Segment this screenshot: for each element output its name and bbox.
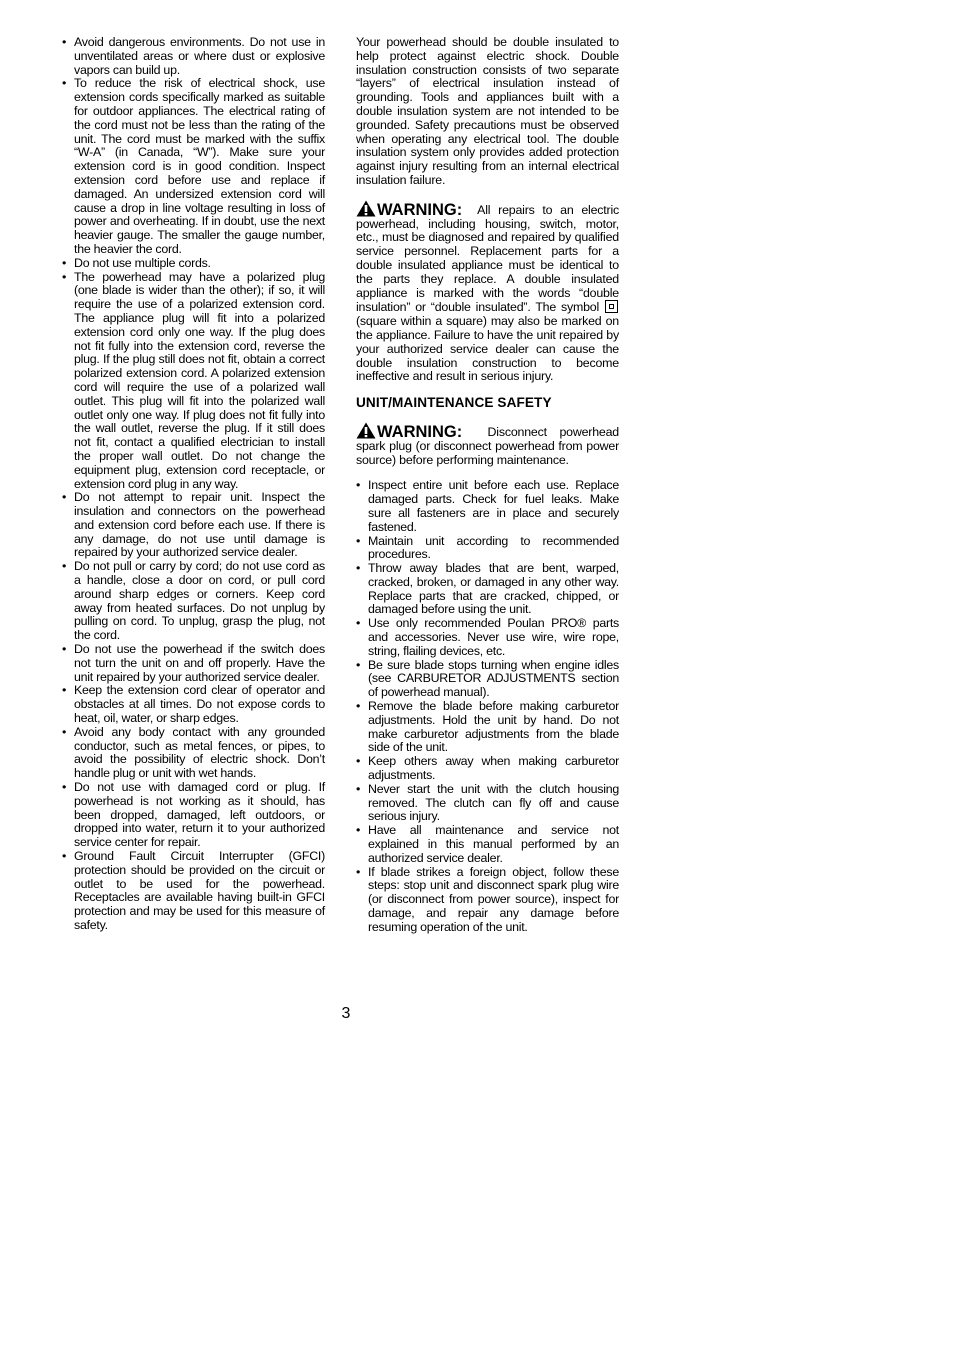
list-item: • Be sure blade stops turning when engine idles (see CARBURETOR ADJUSTMENTS section of powerhead manual).: [356, 659, 619, 700]
double-insulation-paragraph: Your powerhead should be double insulated to help protect against electric shock. Double insulation construction consists of two separate “layers” of electrical insulation instead of grounding. Tools and appliances built with a double insulation system are not intended to be grounded. Safety precautions must be observed when operating any electrical tool. The double insulation system only provides added protection against injury resulting from an internal electrical insulation failure.: [356, 35, 619, 187]
left-column: [62, 36, 325, 933]
repair-warning-text-continued: (square within a square) may also be marked on the appliance. Failure to have the unit repaired by your authorized service dealer can cause the double insulation construction to become ineffective and result in serious injury.: [356, 314, 619, 384]
warning-label: WARNING:: [377, 422, 463, 441]
list-item: • To reduce the risk of electrical shock, use extension cords specifically marked as suitable for outdoor appliances. The electrical rating of the cord must not be less than the rating of the unit. The cord must be marked with the suffix “W-A” (in Canada, “W”). Make sure your extension cord is in good condition. Inspect extension cord before use and replace if damaged. An undersized extension cord will cause a drop in line voltage resulting in loss of power and overheating. If in doubt, use the next heavier gauge. The smaller the gauge number, the heavier the cord.: [62, 77, 325, 256]
list-item: • The powerhead may have a polarized plug (one blade is wider than the other); if so, it will require the use of a polarized extension cord. The appliance plug will fit into a polarized extension cord only one way. If the plug does not fit fully into the extension cord, reverse the plug. If the plug still does not fit, obtain a correct polarized extension cord. A polarized extension cord will require the use of a polarized wall outlet. This plug will fit into the polarized wall outlet only one way. If plug does not fit fully into the wall outlet, reverse the plug. If it still does not fit, contact a qualified electrician to install the proper wall outlet. Do not change the equipment plug, extension cord receptacle, or extension cord plug in any way.: [62, 271, 325, 492]
maintenance-warning-text: Disconnect powerhead spark plug (or disconnect powerhead from power source) before performing maintenance.: [356, 424, 619, 467]
list-item: • Inspect entire unit before each use. Replace damaged parts. Check for fuel leaks. Make sure all fasteners are in place and securely fastened.: [356, 479, 619, 534]
repair-warning: [356, 200, 619, 384]
right-column: [356, 36, 619, 935]
double-insulation-symbol-icon: [605, 300, 618, 313]
list-item: • Avoid any body contact with any grounded conductor, such as metal fences, or pipes, to avoid the possibility of electric shock. Don’t handle plug or unit with wet hands.: [62, 726, 325, 781]
list-item: • Ground Fault Circuit Interrupter (GFCI) protection should be provided on the circuit or outlet to be used for the powerhead. Receptacles are available having built-in GFCI protection and may be used for this measure of safety.: [62, 850, 325, 933]
warning-label: WARNING:: [377, 200, 463, 219]
list-item: • Do not pull or carry by cord; do not use cord as a handle, close a door on cord, or pull cord around sharp edges or corners. Keep cord away from heated surfaces. Do not unplug by pulling on cord. To unplug, grasp the plug, not the cord.: [62, 560, 325, 643]
list-item: • Never start the unit with the clutch housing removed. The clutch can fly off and cause serious injury.: [356, 783, 619, 824]
list-item: • Avoid dangerous environments. Do not use in unventilated areas or where dust or explosive vapors can build up.: [62, 36, 325, 77]
list-item: • Keep the extension cord clear of operator and obstacles at all times. Do not expose cords to heat, oil, water, or sharp edges.: [62, 684, 325, 725]
list-item: • Maintain unit according to recommended procedures.: [356, 535, 619, 563]
maintenance-warning: [356, 422, 619, 467]
section-heading: UNIT/MAINTENANCE SAFETY: [356, 395, 552, 411]
list-item: • Remove the blade before making carburetor adjustments. Hold the unit by hand. Do not make carburetor adjustments from the blade side of the unit.: [356, 700, 619, 755]
warning-triangle-icon: [356, 422, 376, 439]
list-item: • Do not use the powerhead if the switch does not turn the unit on and off properly. Have the unit repaired by your authorized service dealer.: [62, 643, 325, 684]
repair-warning-text: All repairs to an electric powerhead, including housing, switch, motor, etc., must be diagnosed and repaired by qualified service personnel. Replacement parts for a double insulated appliance must be identical to the parts they replace. A double insulated appliance is marked with the words “double insulation” or “double insulated”. The symbol: [356, 202, 619, 315]
list-item: • Keep others away when making carburetor adjustments.: [356, 755, 619, 783]
list-item: • Do not use with damaged cord or plug. If powerhead is not working as it should, has been dropped, damaged, left outdoors, or dropped into water, return it to your authorized service center for repair.: [62, 781, 325, 850]
list-item: • Do not use multiple cords.: [62, 257, 325, 271]
list-item: • If blade strikes a foreign object, follow these steps: stop unit and disconnect spark plug wire (or disconnect from power source), inspect for damage, and repair any damage before resuming operation of the unit.: [356, 866, 619, 935]
list-item: • Use only recommended Poulan PRO® parts and accessories. Never use wire, wire rope, string, flailing devices, etc.: [356, 617, 619, 658]
left-safety-list: [62, 36, 325, 933]
list-item: • Have all maintenance and service not explained in this manual performed by an authorized service dealer.: [356, 824, 619, 865]
page-number: 3: [341, 1005, 351, 1022]
maintenance-safety-list: [356, 479, 619, 934]
list-item: • Throw away blades that are bent, warped, cracked, broken, or damaged in any other way. Replace parts that are cracked, chipped, or damaged before using the unit.: [356, 562, 619, 617]
warning-triangle-icon: [356, 200, 376, 217]
list-item: • Do not attempt to repair unit. Inspect the insulation and connectors on the powerhead and extension cord before each use. If there is any damage, do not use until damage is repaired by your authorized service dealer.: [62, 491, 325, 560]
